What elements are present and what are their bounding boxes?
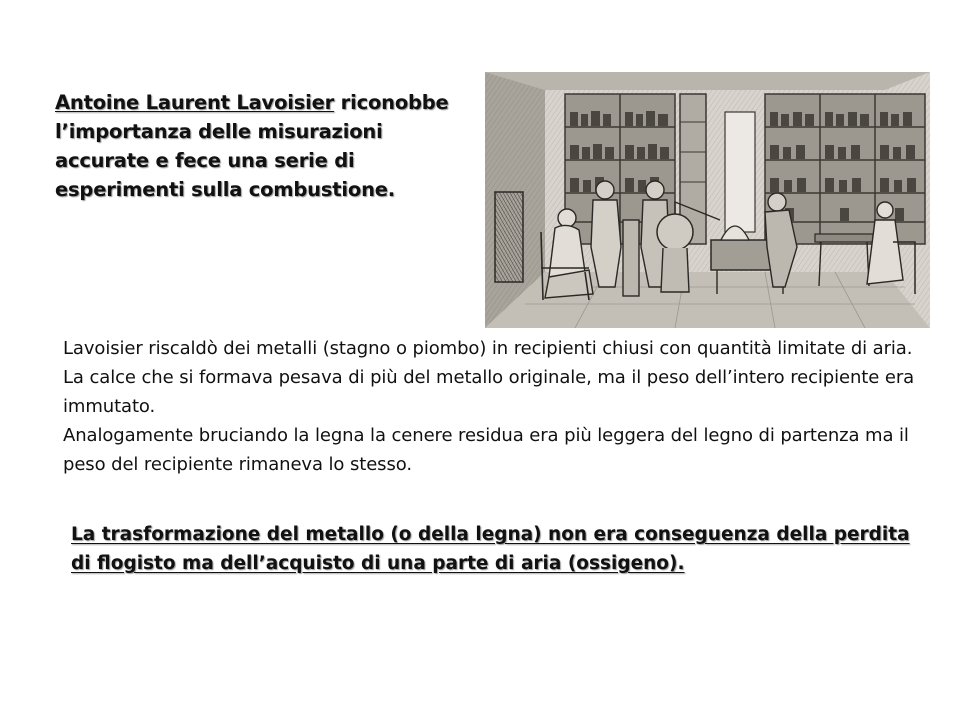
conclusion-text: La trasformazione del metallo (o della legna) non era conseguenza della perdita di flogisto ma dell’acquisto di una parte di aria (ossigeno). xyxy=(71,524,910,574)
intro-text xyxy=(55,88,475,204)
body-paragraph-2: Analogamente bruciando la legna la cenere residua era più leggera del legno di partenza ma il peso del recipiente rimaneva lo stesso. xyxy=(63,425,909,475)
body-paragraph-1: Lavoisier riscaldò dei metalli (stagno o piombo) in recipienti chiusi con quantità limitate di aria. La calce che si formava pesava di più del metallo originale, ma il peso dell’intero recipiente era immutato. xyxy=(63,338,915,417)
intro-rest: riconobbe l’importanza delle misurazioni accurate e fece una serie di esperimenti sulla combustione. xyxy=(55,91,449,201)
laboratory-engraving-icon xyxy=(485,72,930,328)
laboratory-engraving-image xyxy=(485,72,930,328)
intro-name: Antoine Laurent Lavoisier xyxy=(55,91,335,114)
body-text xyxy=(63,334,933,479)
